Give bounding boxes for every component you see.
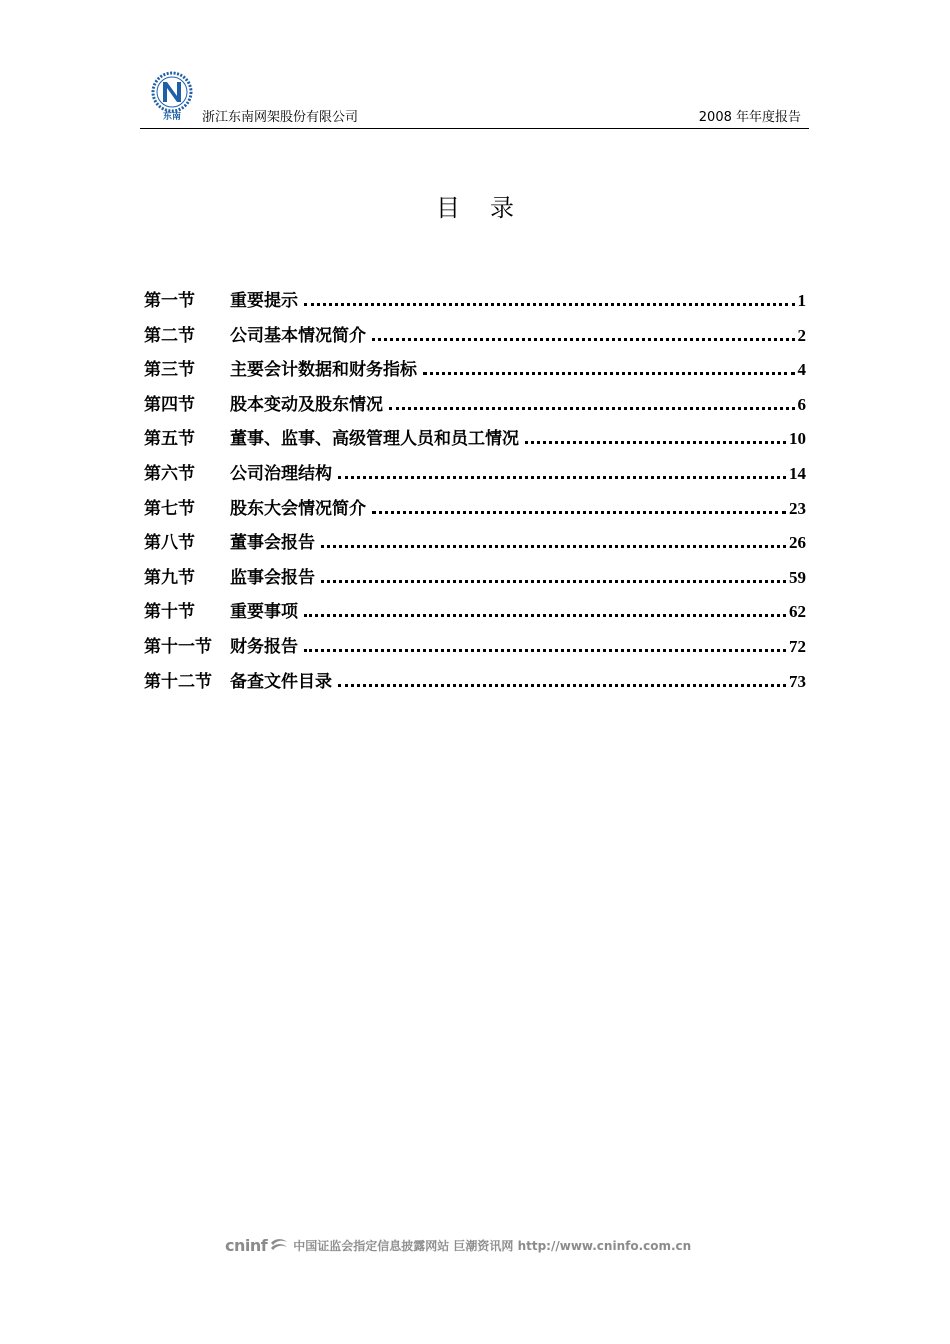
toc-leader-dots: [304, 649, 786, 652]
toc-leader-dots: [372, 511, 786, 514]
toc-section-number: 第三节: [144, 360, 195, 381]
toc-entry[interactable]: [144, 459, 806, 494]
toc-entry[interactable]: [144, 424, 806, 459]
toc-entry[interactable]: [144, 667, 806, 702]
toc-entry[interactable]: [144, 355, 806, 390]
toc-page-number: 1: [797, 291, 806, 310]
toc-section-number: 第八节: [144, 533, 195, 554]
toc-entry[interactable]: [144, 321, 806, 356]
toc-entry[interactable]: [144, 528, 806, 563]
toc-section-title: 董事会报告: [230, 533, 315, 554]
toc-section-number: 第一节: [144, 291, 195, 311]
toc-section-title: 主要会计数据和财务指标: [230, 360, 417, 381]
toc-section-number: 第四节: [144, 394, 195, 415]
toc-page-number: 23: [789, 498, 806, 518]
toc-section-title: 备查文件目录: [230, 671, 332, 692]
footer-brand: cninf: [225, 1235, 268, 1255]
toc-leader-dots: [389, 407, 795, 410]
footer-text: 中国证监会指定信息披露网站 巨潮资讯网 http://www.cninfo.com.cn: [293, 1238, 692, 1253]
toc-entry[interactable]: [144, 286, 806, 321]
toc-section-number: 第五节: [144, 429, 195, 450]
toc-entry[interactable]: [144, 632, 806, 667]
company-name: 浙江东南网架股份有限公司: [202, 110, 359, 125]
toc-page-number: 26: [789, 533, 806, 553]
toc-section-title: 公司基本情况简介: [230, 325, 366, 346]
logo-text: 东南: [162, 112, 182, 122]
toc-leader-dots: [423, 372, 795, 375]
toc-section-title: 重要提示: [230, 291, 298, 311]
toc-page-number: 14: [789, 463, 806, 483]
toc-section-title: 财务报告: [230, 636, 298, 657]
toc-entry[interactable]: [144, 597, 806, 632]
toc-entry[interactable]: [144, 563, 806, 598]
toc-section-title: 监事会报告: [230, 567, 315, 588]
toc-page-number: 10: [789, 429, 806, 449]
page-header: [140, 70, 809, 129]
company-logo-icon: [146, 70, 198, 122]
toc-leader-dots: [321, 580, 786, 583]
toc-page-number: 59: [789, 567, 806, 587]
toc-section-number: 第十一节: [144, 636, 212, 657]
toc-section-title: 重要事项: [230, 602, 298, 623]
page-title: 目录: [436, 194, 544, 222]
toc-section-number: 第十节: [144, 602, 195, 623]
toc-section-title: 董事、监事、高级管理人员和员工情况: [230, 429, 519, 450]
toc-leader-dots: [372, 338, 795, 341]
toc-leader-dots: [304, 614, 786, 617]
toc-page-number: 72: [789, 636, 806, 656]
toc-section-number: 第九节: [144, 567, 195, 588]
toc-leader-dots: [338, 684, 786, 687]
toc-page-number: 6: [797, 394, 806, 414]
toc-entry[interactable]: [144, 390, 806, 425]
toc-section-number: 第六节: [144, 463, 195, 484]
toc-leader-dots: [525, 441, 786, 444]
toc-leader-dots: [338, 476, 786, 479]
toc-page-number: 62: [789, 602, 806, 622]
toc-page-number: 73: [789, 671, 806, 691]
toc-entry[interactable]: [144, 494, 806, 529]
toc-section-number: 第七节: [144, 498, 195, 519]
toc-section-title: 股东大会情况简介: [230, 498, 366, 519]
toc-page-number: 4: [797, 360, 806, 380]
toc-section-number: 第十二节: [144, 671, 212, 692]
cninfo-mark-icon: [269, 1237, 289, 1253]
toc-section-title: 股本变动及股东情况: [230, 394, 383, 415]
page-footer: [225, 1234, 691, 1256]
toc-page-number: 2: [797, 325, 806, 345]
toc-leader-dots: [321, 545, 786, 548]
report-name: 2008 年年度报告: [698, 110, 801, 125]
toc-leader-dots: [304, 303, 795, 306]
toc-section-title: 公司治理结构: [230, 463, 332, 484]
toc-section-number: 第二节: [144, 325, 195, 346]
table-of-contents: [144, 286, 806, 701]
